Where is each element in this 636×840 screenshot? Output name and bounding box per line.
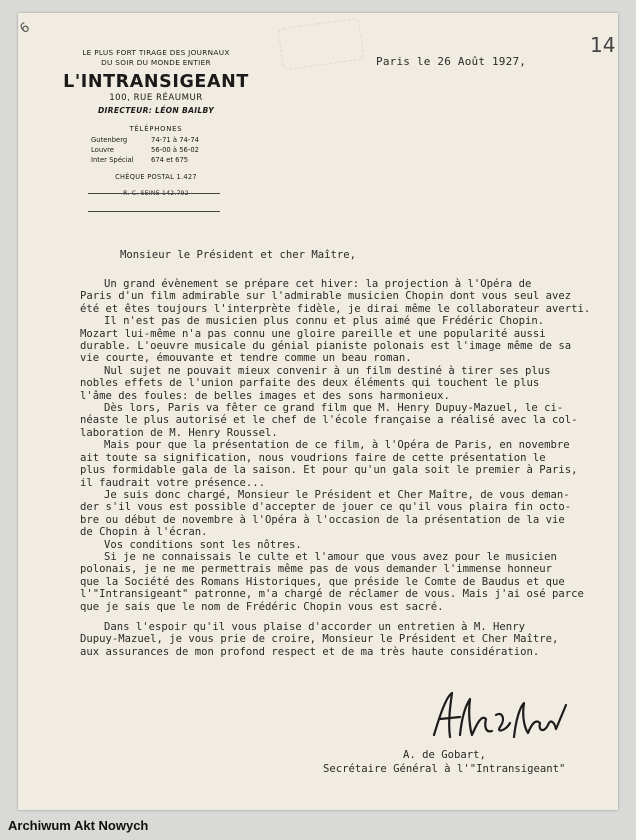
paragraph-line: polonais, je ne me permettrais même pas de vous demander l'immense honneur — [80, 563, 552, 576]
paragraph-line: laboration de M. Henry Roussel. — [80, 426, 278, 439]
letter-paragraph — [80, 439, 616, 489]
paragraph-line: Nul sujet ne pouvait mieux convenir à un film destiné à tirer ses plus — [104, 364, 551, 377]
paragraph-line: il faudrait votre présence... — [80, 476, 265, 489]
paragraph-line: Dans l'espoir qu'il vous plaise d'accorder un entretien à M. Henry — [104, 620, 525, 633]
paragraph-line: vie courte, émouvante et tendre comme un beau roman. — [80, 352, 412, 365]
paragraph-line: Il n'est pas de musicien plus connu et plus aimé que Frédéric Chopin. — [104, 315, 545, 328]
letter-paragraph — [80, 402, 616, 439]
paragraph-line: néaste le plus autorisé et le chef de l'école française a réalisé avec la col- — [80, 414, 578, 427]
paragraph-line: nobles effets de l'union parfaite des deux éléments qui touchent le plus — [80, 377, 540, 390]
signatory-name: A. de Gobart, — [403, 749, 486, 761]
paragraph-line: l'âme des foules: de belles images et des sons harmonieux. — [80, 389, 450, 402]
paragraph-line: de Chopin à l'écran. — [80, 526, 208, 539]
letter-body — [80, 278, 616, 658]
phone-exchange: Gutenberg — [91, 136, 128, 144]
paragraph-line: que la Société des Romans Historiques, que préside le Comte de Baudus et que — [80, 575, 565, 588]
phone-row — [91, 135, 221, 145]
archive-label: Archiwum Akt Nowych — [8, 818, 149, 833]
paragraph-line: ait toute sa signification, nous voudrions faire de cette présentation le — [80, 451, 546, 464]
phone-row — [91, 145, 221, 155]
phone-numbers: 56-00 à 56-02 — [151, 146, 199, 154]
paragraph-line: Paris d'un film admirable sur l'admirable musicien Chopin dont vous seul avez — [80, 290, 572, 303]
newspaper-director: DIRECTEUR: LÉON BAILBY — [97, 106, 215, 115]
letter-paragraph — [80, 365, 616, 402]
letter-paragraph — [80, 621, 616, 658]
paragraph-line: durable. L'oeuvre musicale du génial pianiste polonais est l'image même de sa — [80, 340, 572, 353]
phones-title: TÉLÉPHONES — [129, 125, 183, 133]
letter-paragraph — [80, 551, 616, 613]
paragraph-line: der s'il vous est possible d'accepter de jouer ce qu'il vous plaira fin octo- — [80, 501, 572, 514]
paragraph-line: aux assurances de mon profond respect et de ma très haute considération. — [80, 645, 540, 658]
letter-paragraph — [80, 315, 616, 365]
letterhead-divider — [88, 193, 220, 194]
paragraph-line: que je sais que le nom de Frédéric Chopin vous est sacré. — [80, 600, 444, 613]
phone-numbers: 74-71 à 74-74 — [151, 136, 199, 144]
letter-page — [18, 13, 618, 810]
paragraph-line: Dès lors, Paris va fêter ce grand film que M. Henry Dupuy-Mazuel, le ci- — [104, 402, 564, 415]
paragraph-line: été et êtes toujours l'interprète fidèle, je dirai même le collaborateur averti. — [80, 302, 591, 315]
faded-stamp — [277, 17, 364, 70]
paragraph-line: Si je ne connaissais le culte et l'amour que vous avez pour le musicien — [104, 550, 557, 563]
trade-register: R. C. SEINE 142.792 — [123, 190, 189, 197]
letterhead-tagline-1: LE PLUS FORT TIRAGE DES JOURNAUX — [82, 48, 230, 57]
phone-exchange: Inter Spécial — [91, 156, 134, 164]
paragraph-line: Mozart lui-même n'a pas connu une gloire pareille et une popularité aussi — [80, 327, 546, 340]
paragraph-line: bre ou début de novembre à l'Opéra à l'occasion de la présentation de la vie — [80, 513, 565, 526]
postal-cheque: CHÈQUE POSTAL 1.427 — [115, 173, 197, 181]
newspaper-address: 100, RUE RÉAUMUR — [109, 93, 203, 103]
letter-date: Paris le 26 Août 1927, — [376, 55, 527, 68]
letterhead-divider — [88, 211, 220, 212]
paragraph-line: Mais pour que la présentation de ce film, à l'Opéra de Paris, en novembre — [104, 439, 570, 452]
paragraph-line: Je suis donc chargé, Monsieur le Président et Cher Maître, de vous deman- — [104, 488, 570, 501]
letterhead — [56, 48, 256, 198]
phone-exchange: Louvre — [91, 146, 114, 154]
salutation: Monsieur le Président et cher Maître, — [120, 249, 356, 261]
letterhead-tagline-2: DU SOIR DU MONDE ENTIER — [101, 58, 211, 67]
paragraph-line: plus formidable gala de la saison. Et pour qu'un gala soit le premier à Paris, — [80, 464, 578, 477]
handwritten-page-number: 14 — [590, 33, 616, 57]
corner-pencil-mark: 6 — [17, 19, 33, 38]
paragraph-line: l'"Intransigeant" patronne, m'a chargé de réclamer de vous. Mais j'ai osé parce — [80, 588, 584, 601]
newspaper-name: L'INTRANSIGEANT — [63, 72, 249, 92]
phone-list — [91, 135, 221, 165]
phone-numbers: 674 et 675 — [151, 156, 189, 164]
paragraph-line: Un grand évènement se prépare cet hiver: la projection à l'Opéra de — [104, 278, 532, 290]
signatory-title: Secrétaire Général à l'"Intransigeant" — [323, 763, 566, 775]
letter-paragraph — [80, 278, 616, 315]
phone-row — [91, 155, 221, 165]
handwritten-signature — [426, 685, 576, 745]
paragraph-line: Dupuy-Mazuel, je vous prie de croire, Monsieur le Président et Cher Maître, — [80, 633, 559, 646]
letter-paragraph — [80, 539, 616, 551]
paragraph-line: Vos conditions sont les nôtres. — [104, 538, 302, 551]
letter-paragraph — [80, 489, 616, 539]
